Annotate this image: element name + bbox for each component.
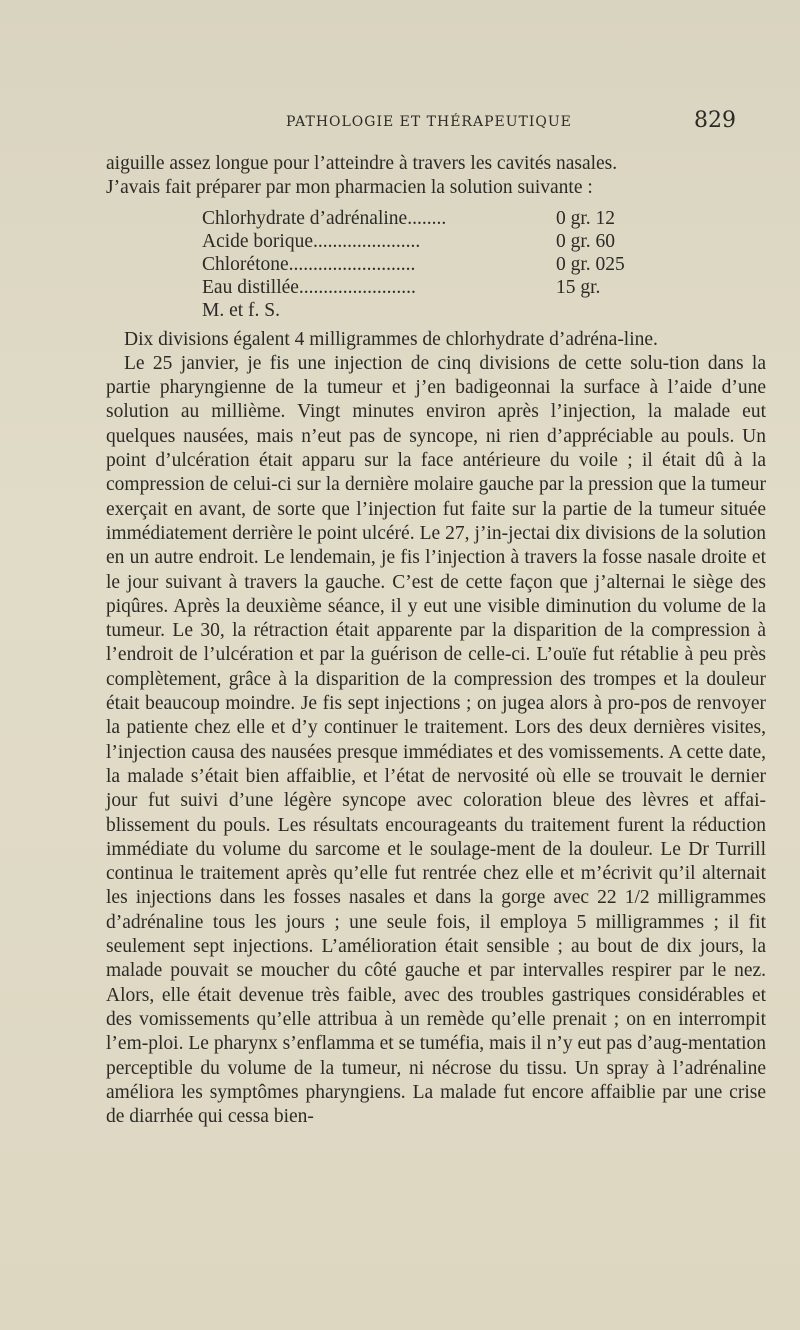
formula-row xyxy=(202,253,652,276)
ingredient-name: Chlorhydrate d’adrénaline........ xyxy=(202,207,447,229)
ingredient-name: Chlorétone.......................... xyxy=(202,253,416,275)
formula-row xyxy=(202,207,652,230)
page-number: 829 xyxy=(694,108,736,133)
ingredient-quantity: 0 gr. 12 xyxy=(556,207,616,229)
prescription-formula xyxy=(202,207,652,322)
header-title: PATHOLOGIE ET THÉRAPEUTIQUE xyxy=(286,114,572,130)
paragraph: Dix divisions égalent 4 milligrammes de chlorhydrate d’adréna-line. xyxy=(124,328,658,350)
paragraph: Le 25 janvier, je fis une injection de cinq divisions de cette solu-tion dans la partie pharyngienne de la tumeur et j’en badigeonnai la surface à l’aide d’une solution au millième. Vingt minutes environ après l’injection, la malade eut quelques nausées, mais n’eut pas de syncope, ni rien d’appréciable au pouls. Un point d’ulcération était apparu sur la face antérieure du voile ; il était dû à la compression de celui-ci sur la dernière molaire gauche par la pression que la tumeur exerçait en avant, de sorte que l’injection fut faite sur la partie de la tumeur située immédiatement derrière le point ulcéré. Le 27, j’in-jectai dix divisions de la solution en un autre endroit. Le lendemain, je fis l’injection à travers la fosse nasale droite et le jour suivant à travers la gauche. C’est de cette façon que j’alternai le siège des piqûres. Après la deuxième séance, il y eut une visible diminution du volume de la tumeur. Le 30, la rétraction était apparente par la disparition de la compression à l’endroit de l’ulcération et par la guérison de celle-ci. L’ouïe fut rétablie à peu près complètement, grâce à la disparition de la compression des trompes et la douleur était beaucoup moindre. Je fis sept injections ; on jugea alors à pro-pos de renvoyer la patiente chez elle et d’y continuer le traitement. Lors des deux dernières visites, l’injection causa des nausées presque immédiates et des vomissements. A cette date, la malade s’était bien affaiblie, et l’état de nervosité où elle se trouvait le dernier jour fut suivi d’une légère syncope avec coloration bleue des lèvres et affai-blissement du pouls. Les résultats encourageants du traitement furent la réduction immédiate du volume du sarcome et le soulage-ment de la douleur. Le Dr Turrill continua le traitement après qu’elle fut rentrée chez elle et m’écrivit qu’il alternait les injections dans les fosses nasales et dans la gorge avec 22 1/2 milligrammes d’adrénaline tous les jours ; une seule fois, il employa 5 milligrammes ; il fit seulement sept injections. L’amélioration était sensible ; au bout de dix jours, la malade pouvait se moucher du côté gauche et par intervalles respirer par le nez. Alors, elle était devenue très faible, avec des troubles gastriques considérables et des vomissements qu’elle attribua à un remède qu’elle prenait ; on en interrompit l’em-ploi. Le pharynx s’enflamma et se tuméfia, mais il n’y eut pas d’aug-mentation perceptible du volume de la tumeur, ni nécrose du tissu. Un spray à l’adrénaline améliora les symptômes pharyngiens. La malade fut encore affaiblie par une crise de diarrhée qui cessa bien- xyxy=(106,352,766,1128)
running-header xyxy=(106,108,766,138)
formula-row xyxy=(202,276,652,299)
intro-line: aiguille assez longue pour l’atteindre à travers les cavités nasales. xyxy=(106,153,618,174)
ingredient-name: Acide borique...................... xyxy=(202,230,421,252)
formula-instruction: M. et f. S. xyxy=(202,299,280,321)
ingredient-name: Eau distillée........................ xyxy=(202,276,416,298)
ingredient-quantity: 15 gr. xyxy=(556,276,601,298)
ingredient-quantity: 0 gr. 025 xyxy=(556,253,625,275)
ingredient-quantity: 0 gr. 60 xyxy=(556,230,616,252)
intro-line: J’avais fait préparer par mon pharmacien la solution suivante : xyxy=(106,177,593,199)
body-text xyxy=(106,152,766,1129)
formula-row xyxy=(202,230,652,253)
